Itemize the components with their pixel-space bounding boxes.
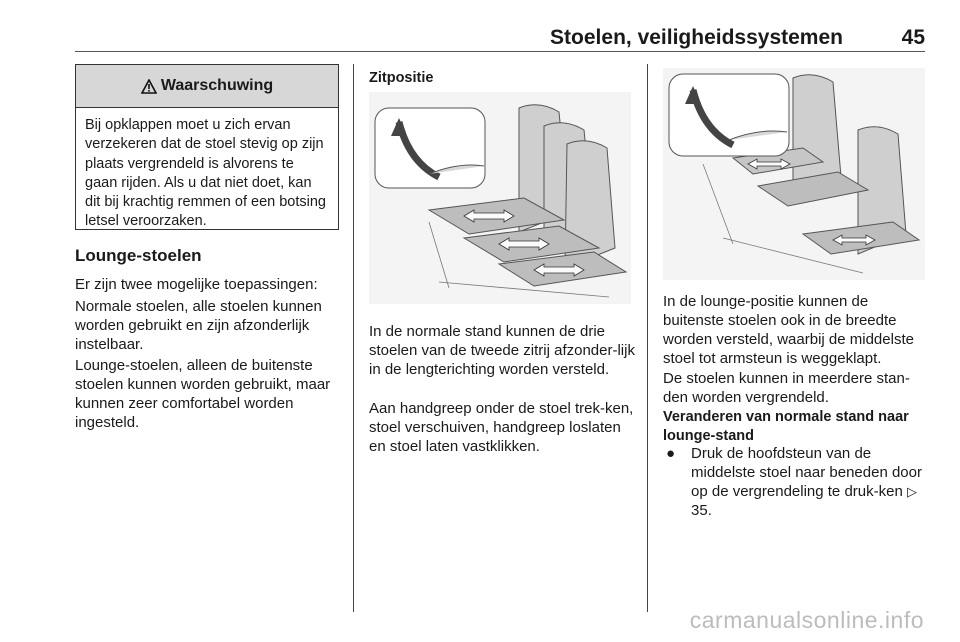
header-rule <box>75 51 925 52</box>
page-title: Stoelen, veiligheidssystemen <box>550 26 843 49</box>
seat-illustration-lounge <box>663 68 925 280</box>
paragraph: Aan handgreep onder de stoel trek-ken, stoel verschuiven, handgreep loslaten en stoel laten vastklikken. <box>369 400 634 455</box>
bullet-dot-icon: ● <box>666 445 676 462</box>
bullet-text: Druk de hoofdsteun van de middelste stoel naar beneden door op de vergrendeling te druk-ken <box>691 445 922 500</box>
watermark: carmanualsonline.info <box>689 607 924 633</box>
section-heading: Lounge-stoelen <box>75 246 202 265</box>
paragraph: In de normale stand kunnen de drie stoelen van de tweede zitrij afzonder-lijk in de lengterichting worden versteld. <box>369 323 635 378</box>
page-header <box>75 26 925 52</box>
page-reference[interactable]: 35 <box>691 502 708 519</box>
subsection-heading: Zitpositie <box>369 70 434 86</box>
paragraph: Er zijn twee mogelijke toepassingen: <box>75 276 318 293</box>
seat-illustration-normal <box>369 92 631 304</box>
warning-text: Bij opklappen moet u zich ervan verzekeren dat de stoel stevig op zijn plaats vergrendeld is alvorens te gaan rijden. Als u dat niet doet, kan dit bij krachtig remmen of een botsing letsel veroorzaken. <box>85 117 326 230</box>
warning-box <box>75 64 339 230</box>
paragraph: In de lounge-positie kunnen de buitenste stoelen ook in de breedte worden versteld, waarbij de middelste stoel tot armsteun is weggeklapt. <box>663 293 914 367</box>
list-item <box>663 444 928 520</box>
subsection-heading: Veranderen van normale stand naar lounge-stand <box>663 409 909 444</box>
warning-title: Waarschuwing <box>160 77 274 94</box>
paragraph: Normale stoelen, alle stoelen kunnen worden gebruikt en zijn afzonderlijk instelbaar. <box>75 298 322 353</box>
page-ref-arrow-icon: ▷ <box>906 484 917 499</box>
column-divider <box>353 64 354 612</box>
warning-header <box>76 65 338 108</box>
page-number: 45 <box>901 26 925 49</box>
paragraph: De stoelen kunnen in meerdere stan-den worden vergrendeld. <box>663 370 910 406</box>
bullet-suffix: . <box>707 502 712 519</box>
paragraph: Lounge-stoelen, alleen de buitenste stoelen kunnen worden gebruikt, maar kunnen zeer comfortabel worden ingesteld. <box>75 357 331 431</box>
column-divider <box>647 64 648 612</box>
warning-triangle-icon <box>141 79 157 94</box>
